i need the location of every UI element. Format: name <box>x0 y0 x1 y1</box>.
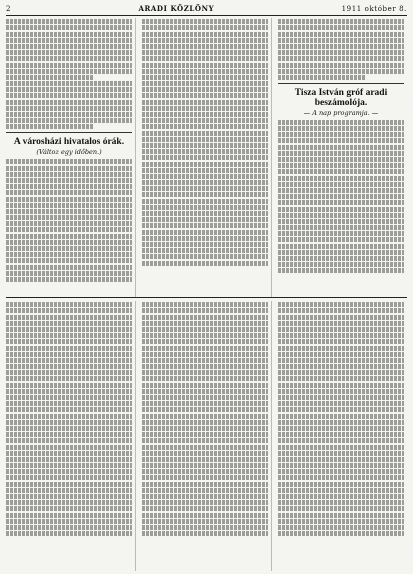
article-headline: A városházi hivatalos órák. <box>13 137 125 148</box>
page-number: 2 <box>6 5 12 13</box>
article-subtitle: (Változ egy időben.) <box>36 148 102 157</box>
issue-date: 1911 október 8. <box>341 5 407 13</box>
upper-columns <box>6 18 407 297</box>
column-6 <box>278 301 407 571</box>
masthead <box>6 4 407 16</box>
column-4 <box>6 301 136 571</box>
column-5 <box>142 301 272 571</box>
article-headline: Tisza István gróf aradi beszámolója. <box>294 87 388 108</box>
column-2 <box>142 18 272 297</box>
paper-title: ARADI KÖZLÖNY <box>138 4 215 13</box>
column-3 <box>278 18 407 297</box>
article-subtitle: — A nap programja. — <box>303 108 379 117</box>
column-1 <box>6 18 136 297</box>
lower-columns <box>6 297 407 571</box>
